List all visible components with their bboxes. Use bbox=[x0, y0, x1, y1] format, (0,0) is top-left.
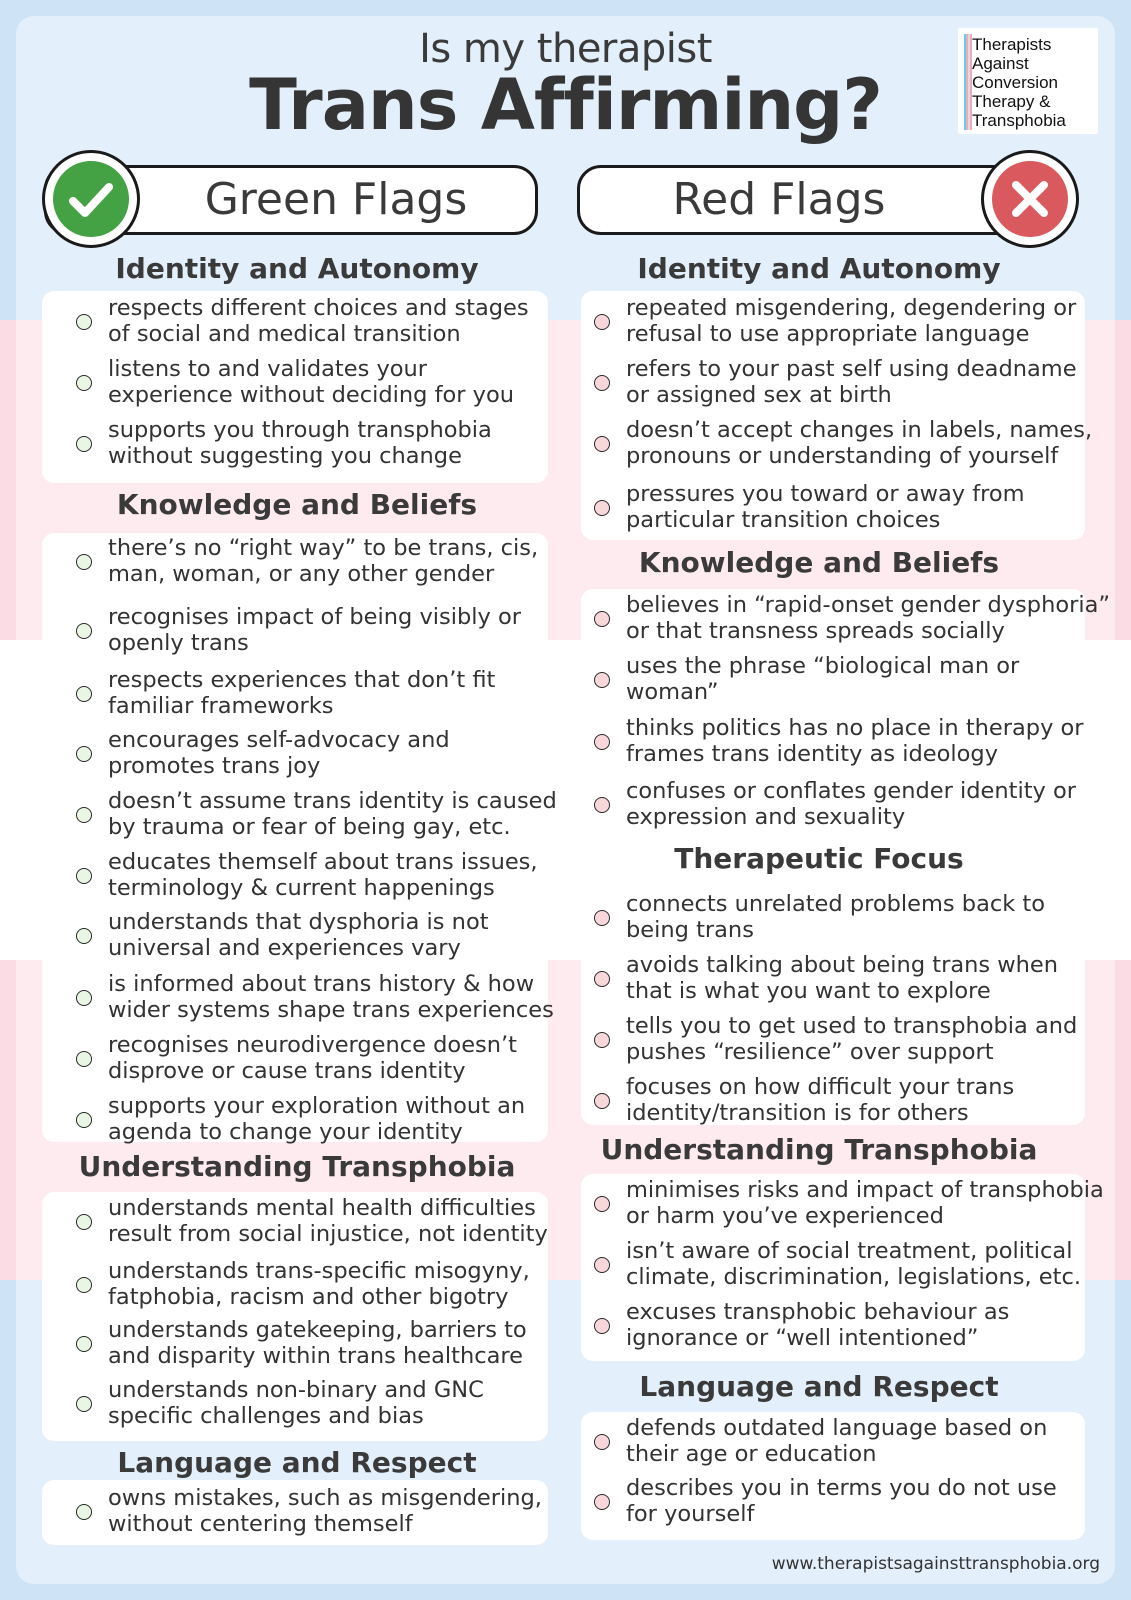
green-flag-item bbox=[108, 418, 492, 469]
green-checkbox-circle-icon bbox=[76, 1396, 92, 1412]
flag-item-text: without suggesting you change bbox=[108, 442, 462, 469]
flag-item-text: there’s no “right way” to be trans, cis, bbox=[108, 535, 539, 561]
flag-item-text: frames trans identity as ideology bbox=[626, 740, 999, 767]
flag-item-text: respects experiences that don’t fit bbox=[108, 667, 496, 693]
red-flag-item bbox=[626, 1300, 1009, 1351]
red-flag-item bbox=[626, 1416, 1047, 1467]
red-checkbox-circle-icon bbox=[594, 1494, 610, 1510]
flag-item-text: particular transition choices bbox=[626, 506, 941, 533]
red-flag-item bbox=[626, 418, 1092, 469]
flag-item-text: educates themself about trans issues, bbox=[108, 849, 538, 875]
flag-item-text: of social and medical transition bbox=[108, 320, 461, 347]
flag-item-text: terminology & current happenings bbox=[108, 874, 495, 901]
red-flag-item bbox=[626, 953, 1058, 1004]
green-checkbox-circle-icon bbox=[76, 928, 92, 944]
flag-item-text: pushes “resilience” over support bbox=[626, 1038, 994, 1065]
flag-item-text: and disparity within trans healthcare bbox=[108, 1342, 523, 1369]
flag-item-text: refers to your past self using deadname bbox=[626, 356, 1077, 382]
flag-item-text: is informed about trans history & how bbox=[108, 971, 535, 997]
green-flag-item bbox=[108, 668, 495, 719]
green-flag-item bbox=[108, 850, 538, 901]
flag-item-text: identity/transition is for others bbox=[626, 1099, 969, 1126]
flag-item-text: owns mistakes, such as misgendering, bbox=[108, 1485, 542, 1511]
green-flag-item bbox=[108, 789, 557, 840]
red-flag-item bbox=[626, 1014, 1077, 1065]
red-flag-item bbox=[626, 296, 1076, 347]
green-checkbox-circle-icon bbox=[76, 436, 92, 452]
red-flag-item bbox=[626, 1476, 1057, 1527]
red-flag-item bbox=[626, 892, 1045, 943]
red-checkbox-circle-icon bbox=[594, 1318, 610, 1334]
green-flag-item bbox=[108, 910, 489, 961]
green-checkbox-circle-icon bbox=[76, 746, 92, 762]
red-flag-item bbox=[626, 593, 1110, 644]
green-flag-item bbox=[108, 1259, 530, 1310]
green-checkbox-circle-icon bbox=[76, 623, 92, 639]
flag-item-text: specific challenges and bias bbox=[108, 1402, 424, 1429]
flag-item-text: supports your exploration without an bbox=[108, 1093, 526, 1119]
red-checkbox-circle-icon bbox=[594, 672, 610, 688]
flag-item-text: recognises neurodivergence doesn’t bbox=[108, 1032, 517, 1058]
green-checkbox-circle-icon bbox=[76, 554, 92, 570]
logo-line: Conversion bbox=[972, 73, 1058, 92]
flag-item-text: understands mental health difficulties bbox=[108, 1195, 536, 1221]
flag-item-text: promotes trans joy bbox=[108, 752, 321, 779]
red-checkbox-circle-icon bbox=[594, 971, 610, 987]
flag-item-text: recognises impact of being visibly or bbox=[108, 604, 522, 630]
red-flags-title: Red Flags bbox=[672, 174, 886, 225]
flag-item-text: or harm you’ve experienced bbox=[626, 1202, 944, 1229]
logo-line: Therapy & bbox=[972, 92, 1051, 111]
flag-item-text: result from social injustice, not identity bbox=[108, 1220, 548, 1247]
green-flags-title: Green Flags bbox=[204, 174, 468, 225]
flag-item-text: thinks politics has no place in therapy or bbox=[626, 715, 1084, 741]
green-checkbox-circle-icon bbox=[76, 1051, 92, 1067]
flag-item-text: pronouns or understanding of yourself bbox=[626, 442, 1059, 469]
flag-item-text: fatphobia, racism and other bigotry bbox=[108, 1283, 509, 1310]
green-check-badge bbox=[42, 150, 140, 248]
flag-item-text: understands non-binary and GNC bbox=[108, 1377, 484, 1403]
organization-logo bbox=[958, 28, 1098, 134]
flag-item-text: defends outdated language based on bbox=[626, 1415, 1048, 1441]
red-checkbox-circle-icon bbox=[594, 436, 610, 452]
flag-item-text: repeated misgendering, degendering or bbox=[626, 295, 1077, 321]
green-checkbox-circle-icon bbox=[76, 1504, 92, 1520]
flag-item-text: man, woman, or any other gender bbox=[108, 560, 495, 587]
title-line-1: Is my therapist bbox=[419, 26, 712, 72]
green-checkbox-circle-icon bbox=[76, 1336, 92, 1352]
flag-item-text: understands gatekeeping, barriers to bbox=[108, 1317, 527, 1343]
red-checkbox-circle-icon bbox=[594, 1257, 610, 1273]
red-flag-item bbox=[626, 654, 1019, 705]
flag-item-text: describes you in terms you do not use bbox=[626, 1475, 1057, 1501]
red-flag-item bbox=[626, 1075, 1014, 1126]
flag-item-text: wider systems shape trans experiences bbox=[108, 996, 554, 1023]
green-flag-item bbox=[108, 1318, 527, 1369]
green-heading-identity-and-autonomy: Identity and Autonomy bbox=[115, 252, 479, 285]
red-heading-understanding-transphobia: Understanding Transphobia bbox=[600, 1133, 1038, 1166]
flag-item-text: familiar frameworks bbox=[108, 692, 334, 719]
flag-item-text: pressures you toward or away from bbox=[626, 481, 1025, 507]
green-flag-item bbox=[108, 1094, 525, 1145]
red-checkbox-circle-icon bbox=[594, 314, 610, 330]
flag-item-text: for yourself bbox=[626, 1500, 755, 1527]
flag-item-text: avoids talking about being trans when bbox=[626, 952, 1059, 978]
flag-item-text: connects unrelated problems back to bbox=[626, 891, 1046, 917]
flag-item-text: without centering themself bbox=[108, 1510, 413, 1537]
flag-item-text: woman” bbox=[626, 678, 719, 705]
flag-item-text: refusal to use appropriate language bbox=[626, 320, 1030, 347]
flag-item-text: supports you through transphobia bbox=[108, 417, 492, 443]
green-heading-understanding-transphobia: Understanding Transphobia bbox=[78, 1150, 516, 1183]
flag-item-text: doesn’t assume trans identity is caused bbox=[108, 788, 557, 814]
flag-item-text: disprove or cause trans identity bbox=[108, 1057, 466, 1084]
red-heading-language-and-respect: Language and Respect bbox=[639, 1370, 999, 1403]
logo-text bbox=[972, 35, 1066, 130]
flag-item-text: ignorance or “well intentioned” bbox=[626, 1324, 979, 1351]
x-icon bbox=[984, 153, 1076, 245]
flag-item-text: or assigned sex at birth bbox=[626, 381, 892, 408]
checkmark-icon bbox=[45, 153, 137, 245]
flag-item-text: listens to and validates your bbox=[108, 356, 428, 382]
flag-item-text: experience without deciding for you bbox=[108, 381, 514, 408]
green-checkbox-circle-icon bbox=[76, 990, 92, 1006]
red-flag-item bbox=[626, 482, 1025, 533]
green-checkbox-circle-icon bbox=[76, 375, 92, 391]
red-checkbox-circle-icon bbox=[594, 1196, 610, 1212]
trans-flag-stripes bbox=[964, 34, 972, 130]
red-checkbox-circle-icon bbox=[594, 500, 610, 516]
green-flag-item bbox=[108, 1378, 484, 1429]
green-checkbox-circle-icon bbox=[76, 686, 92, 702]
red-heading-knowledge-and-beliefs: Knowledge and Beliefs bbox=[638, 546, 1000, 579]
red-flag-item bbox=[626, 779, 1076, 830]
flag-item-text: tells you to get used to transphobia and bbox=[626, 1013, 1078, 1039]
flag-item-text: focuses on how difficult your trans bbox=[626, 1074, 1015, 1100]
title-line-2: Trans Affirming? bbox=[249, 64, 882, 146]
green-flag-item bbox=[108, 296, 529, 347]
red-flag-item bbox=[626, 1178, 1104, 1229]
red-checkbox-circle-icon bbox=[594, 1093, 610, 1109]
red-checkbox-circle-icon bbox=[594, 797, 610, 813]
green-checkbox-circle-icon bbox=[76, 314, 92, 330]
flag-item-text: uses the phrase “biological man or bbox=[626, 653, 1020, 679]
flag-item-text: openly trans bbox=[108, 629, 249, 656]
flag-item-text: encourages self-advocacy and bbox=[108, 727, 450, 753]
flag-item-text: universal and experiences vary bbox=[108, 934, 461, 961]
red-checkbox-circle-icon bbox=[594, 910, 610, 926]
flag-item-text: isn’t aware of social treatment, political bbox=[626, 1238, 1073, 1264]
red-heading-identity-and-autonomy: Identity and Autonomy bbox=[637, 252, 1001, 285]
green-flag-item bbox=[108, 536, 538, 587]
red-checkbox-circle-icon bbox=[594, 611, 610, 627]
green-flag-item bbox=[108, 972, 554, 1023]
green-flag-item bbox=[108, 357, 514, 408]
red-checkbox-circle-icon bbox=[594, 1434, 610, 1450]
green-checkbox-circle-icon bbox=[76, 807, 92, 823]
red-flag-item bbox=[626, 1239, 1081, 1290]
green-flag-item bbox=[108, 605, 521, 656]
red-checkbox-circle-icon bbox=[594, 734, 610, 750]
flag-item-text: by trauma or fear of being gay, etc. bbox=[108, 813, 511, 840]
green-checkbox-circle-icon bbox=[76, 1277, 92, 1293]
green-checkbox-circle-icon bbox=[76, 1112, 92, 1128]
flag-item-text: excuses transphobic behaviour as bbox=[626, 1299, 1010, 1325]
footer-url[interactable]: www.therapistsagainsttransphobia.org bbox=[771, 1554, 1100, 1574]
green-heading-knowledge-and-beliefs: Knowledge and Beliefs bbox=[116, 488, 478, 521]
red-x-badge bbox=[981, 150, 1079, 248]
flag-item-text: doesn’t accept changes in labels, names, bbox=[626, 417, 1093, 443]
logo-line: Therapists bbox=[972, 35, 1052, 54]
green-flag-item bbox=[108, 1486, 542, 1537]
green-flag-item bbox=[108, 728, 450, 779]
red-flag-item bbox=[626, 357, 1077, 408]
green-flag-item bbox=[108, 1033, 517, 1084]
flag-item-text: minimises risks and impact of transphobia bbox=[626, 1177, 1104, 1203]
logo-line: Against bbox=[972, 54, 1029, 73]
green-flag-item bbox=[108, 1196, 548, 1247]
flag-item-text: believes in “rapid-onset gender dysphoria” bbox=[626, 592, 1111, 618]
green-heading-language-and-respect: Language and Respect bbox=[117, 1446, 477, 1479]
flag-item-text: climate, discrimination, legislations, etc. bbox=[626, 1263, 1081, 1290]
flag-item-text: being trans bbox=[626, 916, 754, 943]
red-heading-therapeutic-focus: Therapeutic Focus bbox=[674, 842, 964, 875]
flag-item-text: confuses or conflates gender identity or bbox=[626, 778, 1077, 804]
flag-item-text: expression and sexuality bbox=[626, 803, 906, 830]
flag-item-text: agenda to change your identity bbox=[108, 1118, 463, 1145]
flag-item-text: or that transness spreads socially bbox=[626, 617, 1005, 644]
flag-item-text: respects different choices and stages bbox=[108, 295, 529, 321]
red-flag-item bbox=[626, 716, 1084, 767]
red-checkbox-circle-icon bbox=[594, 1032, 610, 1048]
green-checkbox-circle-icon bbox=[76, 868, 92, 884]
red-checkbox-circle-icon bbox=[594, 375, 610, 391]
logo-line: Transphobia bbox=[972, 111, 1066, 130]
flag-item-text: that is what you want to explore bbox=[626, 977, 991, 1004]
flag-item-text: understands trans-specific misogyny, bbox=[108, 1258, 530, 1284]
flag-item-text: understands that dysphoria is not bbox=[108, 909, 489, 935]
flag-item-text: their age or education bbox=[626, 1440, 877, 1467]
green-checkbox-circle-icon bbox=[76, 1214, 92, 1230]
